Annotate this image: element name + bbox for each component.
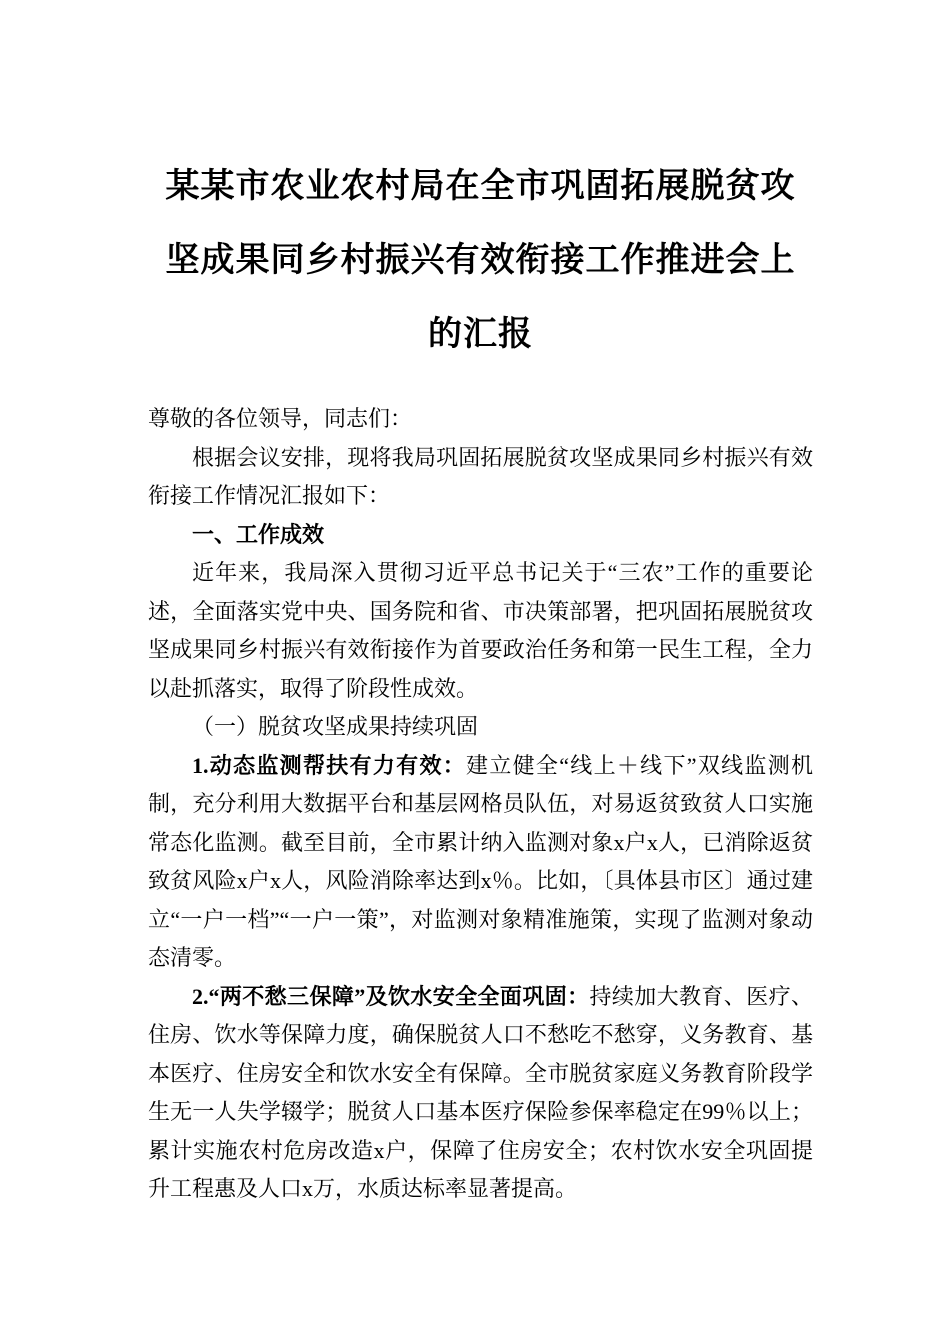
item-1-lead: 1.动态监测帮扶有力有效： <box>192 752 467 778</box>
item-1-paragraph <box>148 747 813 978</box>
item-2-lead: 2.“两不愁三保障”及饮水安全全面巩固： <box>192 983 590 1009</box>
item-2-body: 持续加大教育、医疗、住房、饮水等保障力度，确保脱贫人口不愁吃不愁穿，义务教育、基本医疗、住房安全和饮水安全有保障。全市脱贫家庭义务教育阶段学生无一人失学辍学；脱贫人口基本医疗保险参保率稳定在99％以上；累计实施农村危房改造x户，保障了住房安全；农村饮水安全巩固提升工程惠及人口x万，水质达标率显著提高。 <box>148 983 813 1201</box>
paragraph-intro: 根据会议安排，现将我局巩固拓展脱贫攻坚成果同乡村振兴有效衔接工作情况汇报如下： <box>148 444 813 508</box>
item-1-body: 建立健全“线上＋线下”双线监测机制，充分利用大数据平台和基层网格员队伍，对易返贫致贫人口实施常态化监测。截至目前，全市累计纳入监测对象x户x人，已消除返贫致贫风险x户x人，风险消除率达到x％。比如，〔具体县市区〕通过建立“一户一档”“一户一策”，对监测对象精准施策，实现了监测对象动态清零。 <box>148 752 813 970</box>
section-1-heading: 一、工作成效 <box>192 521 325 547</box>
title-line-2: 坚成果同乡村振兴有效衔接工作推进会上 <box>165 242 796 279</box>
section-1-intro: 近年来，我局深入贯彻习近平总书记关于“三农”工作的重要论述，全面落实党中央、国务院和省、市决策部署，把巩固拓展脱贫攻坚成果同乡村振兴有效衔接作为首要政治任务和第一民生工程，全力以赴抓落实，取得了阶段性成效。 <box>148 560 813 701</box>
paragraph-greeting: 尊敬的各位领导，同志们： <box>148 406 413 431</box>
document-title <box>148 150 813 372</box>
title-line-3: 的汇报 <box>428 316 533 353</box>
item-2-paragraph <box>148 978 813 1209</box>
title-line-1: 某某市农业农村局在全市巩固拓展脱贫攻 <box>165 168 796 205</box>
document-body <box>148 400 813 1209</box>
subsection-1-heading: （一）脱贫攻坚成果持续巩固 <box>192 714 479 739</box>
